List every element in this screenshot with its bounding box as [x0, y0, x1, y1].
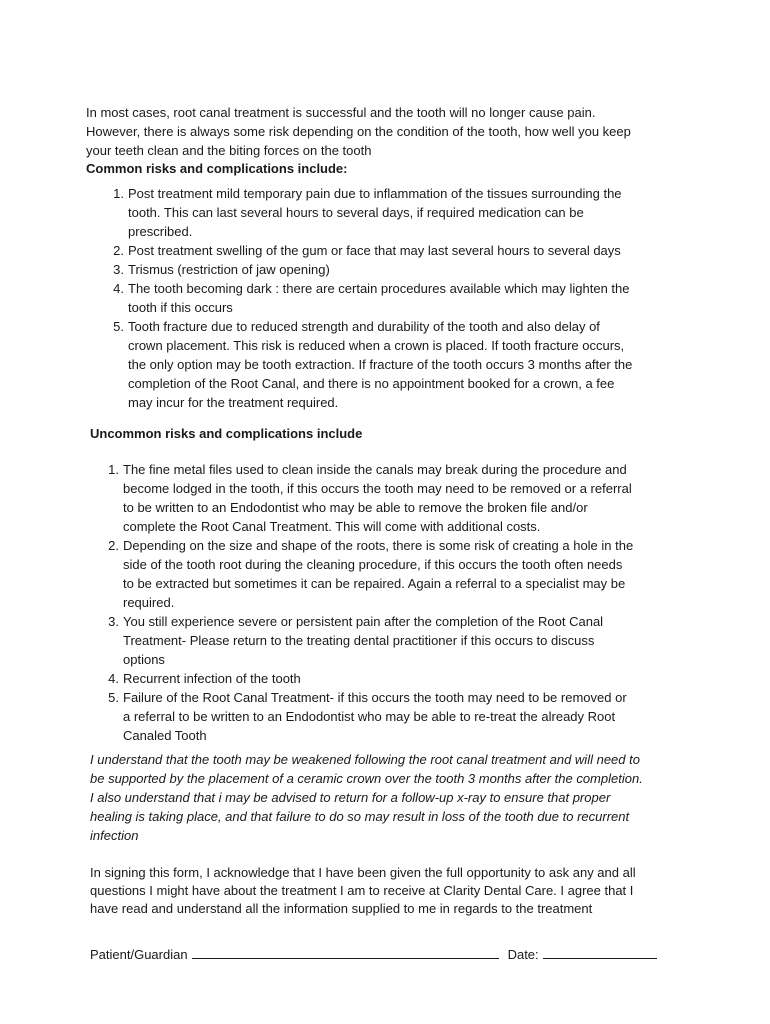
- list-line: Treatment- Please return to the treating dental practitioner if this occurs to discuss: [123, 633, 595, 648]
- intro-line: However, there is always some risk depending on the condition of the tooth, how well you keep: [86, 124, 631, 139]
- uncommon-risks-list: [108, 460, 671, 745]
- uncommon-risks-heading: Uncommon risks and complications include: [90, 426, 363, 441]
- list-line: side of the tooth root during the cleaning procedure, if this occurs the tooth often needs: [123, 557, 623, 572]
- list-item: [113, 184, 668, 241]
- common-risks-heading: Common risks and complications include:: [86, 161, 348, 176]
- list-line: Recurrent infection of the tooth: [123, 671, 301, 686]
- list-line: Depending on the size and shape of the roots, there is some risk of creating a hole in the: [123, 538, 634, 553]
- list-item: [108, 536, 671, 612]
- list-item: [113, 241, 668, 260]
- list-line: Canaled Tooth: [123, 728, 207, 743]
- consent-line: infection: [90, 828, 139, 843]
- list-item: [108, 688, 671, 745]
- list-number: 2.: [113, 243, 124, 258]
- list-line: the only option may be tooth extraction. If fracture of the tooth occurs 3 months after the: [128, 357, 633, 372]
- list-line: Failure of the Root Canal Treatment- if this occurs the tooth may need to be removed or: [123, 690, 627, 705]
- list-line: required.: [123, 595, 175, 610]
- signing-line: have read and understand all the information supplied to me in regards to the treatment: [90, 901, 593, 916]
- signing-line: In signing this form, I acknowledge that I have been given the full opportunity to ask any and all: [90, 865, 636, 880]
- list-line: tooth. This can last several hours to several days, if required medication can be: [128, 205, 584, 220]
- list-number: 4.: [113, 281, 124, 296]
- list-number: 3.: [108, 614, 119, 629]
- list-line: to be extracted but sometimes it can be repaired. Again a referral to a specialist may be: [123, 576, 626, 591]
- patient-signature-field[interactable]: [192, 946, 499, 959]
- list-item: [108, 460, 671, 536]
- list-line: Trismus (restriction of jaw opening): [128, 262, 330, 277]
- list-line: Tooth fracture due to reduced strength and durability of the tooth and also delay of: [128, 319, 600, 334]
- list-line: prescribed.: [128, 224, 193, 239]
- list-item: [108, 669, 671, 688]
- list-line: may incur for the treatment required.: [128, 395, 339, 410]
- consent-line: be supported by the placement of a ceramic crown over the tooth 3 months after the completion.: [90, 771, 643, 786]
- consent-line: I also understand that i may be advised to return for a follow-up x-ray to ensure that proper: [90, 790, 611, 805]
- list-item: [108, 612, 671, 669]
- list-line: Post treatment mild temporary pain due to inflammation of the tissues surrounding the: [128, 186, 622, 201]
- intro-line: your teeth clean and the biting forces on the tooth: [86, 143, 372, 158]
- list-line: You still experience severe or persistent pain after the completion of the Root Canal: [123, 614, 604, 629]
- list-line: The tooth becoming dark : there are certain procedures available which may lighten the: [128, 281, 630, 296]
- intro-line: In most cases, root canal treatment is successful and the tooth will no longer cause pain.: [86, 105, 596, 120]
- consent-line: healing is taking place, and that failure to do so may result in loss of the tooth due to recurrent: [90, 809, 630, 824]
- list-number: 5.: [108, 690, 119, 705]
- date-label: Date:: [507, 947, 539, 962]
- list-line: tooth if this occurs: [128, 300, 233, 315]
- list-line: complete the Root Canal Treatment. This will come with additional costs.: [123, 519, 541, 534]
- signature-row: [90, 945, 690, 964]
- patient-guardian-label: Patient/Guardian: [90, 947, 188, 962]
- common-risks-list: [113, 184, 668, 412]
- list-line: Post treatment swelling of the gum or face that may last several hours to several days: [128, 243, 621, 258]
- list-line: completion of the Root Canal, and there is no appointment booked for a crown, a fee: [128, 376, 615, 391]
- date-field[interactable]: [543, 946, 657, 959]
- list-number: 2.: [108, 538, 119, 553]
- intro-paragraph: [86, 103, 686, 160]
- list-item: [113, 260, 668, 279]
- list-line: to be written to an Endodontist who may be able to remove the broken file and/or: [123, 500, 588, 515]
- list-line: become lodged in the tooth, if this occurs the tooth may need to be removed or a referral: [123, 481, 632, 496]
- list-item: [113, 279, 668, 317]
- list-line: options: [123, 652, 165, 667]
- signing-line: questions I might have about the treatment I am to receive at Clarity Dental Care. I agree that I: [90, 883, 634, 898]
- signing-acknowledgement: [90, 864, 690, 918]
- list-item: [113, 317, 668, 412]
- list-number: 4.: [108, 671, 119, 686]
- list-number: 5.: [113, 319, 124, 334]
- list-number: 3.: [113, 262, 124, 277]
- consent-statement: [90, 750, 690, 845]
- list-line: The fine metal files used to clean inside the canals may break during the procedure and: [123, 462, 627, 477]
- list-number: 1.: [108, 462, 119, 477]
- list-line: crown placement. This risk is reduced when a crown is placed. If tooth fracture occurs,: [128, 338, 625, 353]
- consent-line: I understand that the tooth may be weakened following the root canal treatment and will need to: [90, 752, 640, 767]
- list-number: 1.: [113, 186, 124, 201]
- list-line: a referral to be written to an Endodontist who may be able to re-treat the already Root: [123, 709, 616, 724]
